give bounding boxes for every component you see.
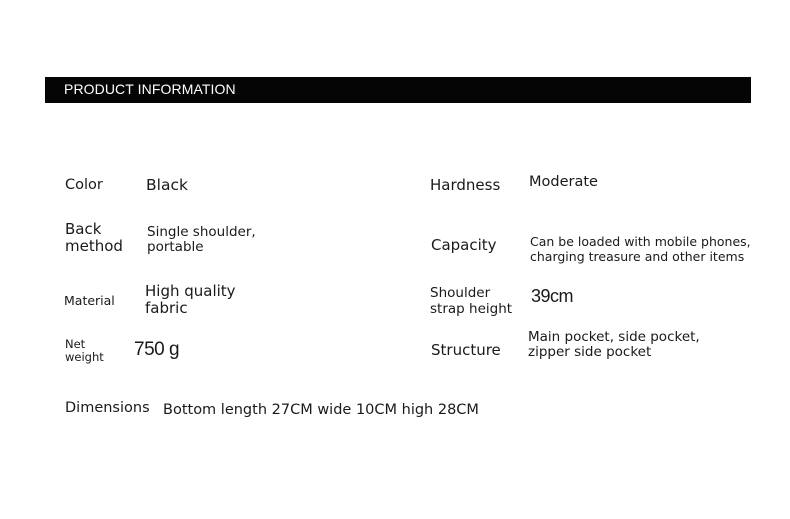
net-weight-value: 750 g <box>134 339 180 360</box>
structure-label: Structure <box>431 341 501 359</box>
capacity-value <box>530 234 751 264</box>
dimensions-value: Bottom length 27CM wide 10CM high 28CM <box>163 402 479 418</box>
color-value: Black <box>146 176 188 194</box>
color-label: Color <box>65 177 103 193</box>
structure-value-line1: Main pocket, side pocket, <box>528 329 700 345</box>
net-weight-label-line2: weight <box>65 350 104 364</box>
header-title: PRODUCT INFORMATION <box>64 81 236 97</box>
structure-value <box>528 330 700 360</box>
shoulder-strap-height-label <box>430 285 512 317</box>
shoulder-strap-height-label-line1: Shoulder <box>430 285 491 301</box>
back-method-label-line1: Back <box>65 220 102 238</box>
dimensions-label: Dimensions <box>65 400 150 416</box>
material-value <box>145 283 236 317</box>
product-information-header <box>45 77 751 103</box>
hardness-value: Moderate <box>529 174 598 190</box>
back-method-value-line1: Single shoulder, <box>147 224 256 240</box>
net-weight-label <box>65 338 104 364</box>
capacity-value-line2: charging treasure and other items <box>530 249 745 264</box>
hardness-label: Hardness <box>430 176 501 194</box>
material-value-line2: fabric <box>145 299 188 317</box>
back-method-label-line2: method <box>65 237 123 255</box>
back-method-value-line2: portable <box>147 239 204 255</box>
back-method-value <box>147 225 256 255</box>
shoulder-strap-height-label-line2: strap height <box>430 301 513 317</box>
back-method-label <box>65 221 123 255</box>
capacity-label: Capacity <box>431 236 497 254</box>
shoulder-strap-height-value: 39cm <box>531 286 574 306</box>
capacity-value-line1: Can be loaded with mobile phones, <box>530 234 751 249</box>
net-weight-label-line1: Net <box>65 337 86 351</box>
material-value-line1: High quality <box>145 282 236 300</box>
material-label: Material <box>64 293 115 308</box>
structure-value-line2: zipper side pocket <box>528 344 652 360</box>
